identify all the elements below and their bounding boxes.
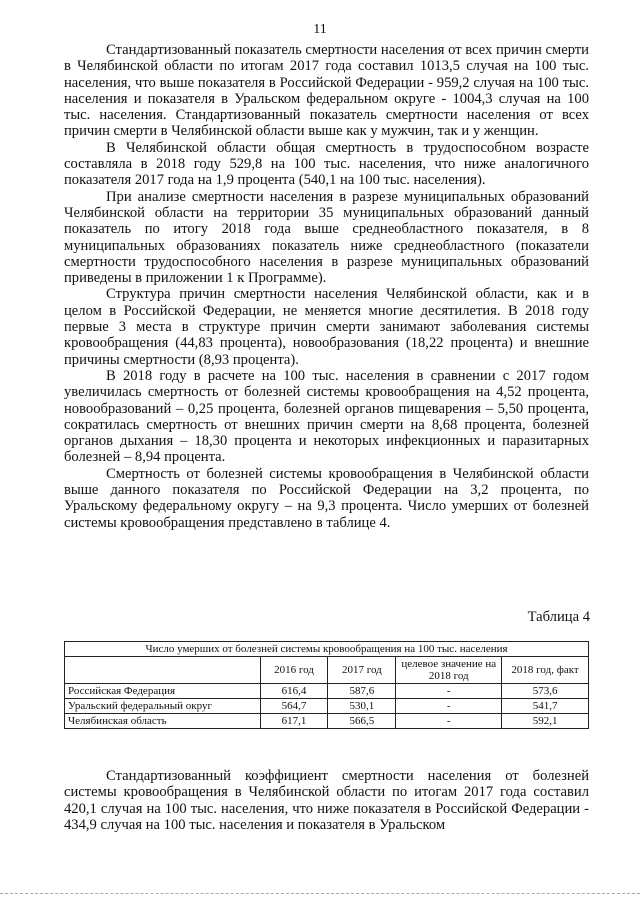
table-cell: 587,6: [328, 684, 396, 699]
table-row: [65, 714, 589, 729]
table-cell-region: Уральский федеральный округ: [65, 699, 261, 714]
table-cell: 566,5: [328, 714, 396, 729]
table-title-row: [65, 642, 589, 657]
paragraph: В 2018 году в расчете на 100 тыс. населения в сравнении с 2017 годом увеличилась смертность от болезней системы кровообращения на 4,52 процента, новообразований – 0,25 процента, болезней органов пищеварения – 5,50 процента, сократилась смертность от внешних причин смерти на 8,68 процента, болезней органов дыхания – 18,30 процента и некоторых инфекционных и паразитарных болезней – 8,94 процента.: [64, 367, 589, 466]
column-header: [65, 657, 261, 684]
table-cell: 564,7: [260, 699, 328, 714]
paragraph: Структура причин смертности населения Челябинской области, как и в целом в Российской Федерации, не меняется многие десятилетия. В 2018 году первые 3 места в структуре причин смерти занимают заболевания системы кровообращения (44,83 процента), новообразования (18,22 процента) и внешние причины смертности (8,93 процента).: [64, 286, 589, 368]
mortality-table: [64, 641, 589, 729]
table-cell: 573,6: [502, 684, 589, 699]
table-cell-region: Российская Федерация: [65, 684, 261, 699]
paragraph: Стандартизованный коэффициент смертности населения от болезней системы кровообращения в Челябинской области по итогам 2017 года составил 420,1 случая на 100 тыс. населения, что ниже показателя в Российской Федерации - 434,9 случая на 100 тыс. населения и показателя в Уральском: [64, 768, 589, 833]
table-caption: Таблица 4: [527, 609, 590, 625]
table-cell: -: [396, 684, 502, 699]
paragraph: Стандартизованный показатель смертности населения от всех причин смерти в Челябинской области по итогам 2017 года составил 1013,5 случая на 100 тыс. населения, что выше показателя в Российской Федерации - 959,2 случая на 100 тыс. населения и показателя в Уральском федеральном округе - 1004,3 случая на 100 тыс. населения. Стандартизованный показатель смертности населения от всех причин смерти в Челябинской области выше как у мужчин, так и у женщин.: [64, 42, 589, 140]
table-cell: 541,7: [502, 699, 589, 714]
table-row: [65, 684, 589, 699]
table-row: [65, 699, 589, 714]
column-header: целевое значение на 2018 год: [396, 657, 502, 684]
table-cell: 592,1: [502, 714, 589, 729]
body-text: [64, 42, 589, 531]
continuation-text: [64, 768, 589, 833]
column-header: 2016 год: [260, 657, 328, 684]
table-cell: 530,1: [328, 699, 396, 714]
column-header: 2017 год: [328, 657, 396, 684]
paragraph: При анализе смертности населения в разрезе муниципальных образований Челябинской области на территории 35 муниципальных образований данный показатель по итогу 2018 года выше среднеобластного показателя, в 8 муниципальных образованиях показатель ниже среднеобластного (показатели смертности трудоспособного населения в разрезе муниципальных образований приведены в приложении 1 к Программе).: [64, 188, 589, 287]
table-cell-region: Челябинская область: [65, 714, 261, 729]
paragraph: В Челябинской области общая смертность в трудоспособном возрасте составляла в 2018 году 529,8 на 100 тыс. населения, что ниже аналогичного показателя 2017 года на 1,9 процента (540,1 на 100 тыс. населения).: [64, 139, 589, 189]
column-header: 2018 год, факт: [502, 657, 589, 684]
table-title: Число умерших от болезней системы кровообращения на 100 тыс. населения: [65, 642, 589, 657]
paragraph: Смертность от болезней системы кровообращения в Челябинской области выше данного показателя по Российской Федерации на 3,2 процента, по Уральскому федеральному округу – на 9,3 процента. Число умерших от болезней системы кровообращения представлено в таблице 4.: [64, 465, 589, 531]
page-number: 11: [313, 22, 327, 37]
table-cell: 616,4: [260, 684, 328, 699]
table-header-row: [65, 657, 589, 684]
table-cell: -: [396, 699, 502, 714]
table-cell: -: [396, 714, 502, 729]
table-cell: 617,1: [260, 714, 328, 729]
page-edge-divider: [0, 893, 640, 894]
